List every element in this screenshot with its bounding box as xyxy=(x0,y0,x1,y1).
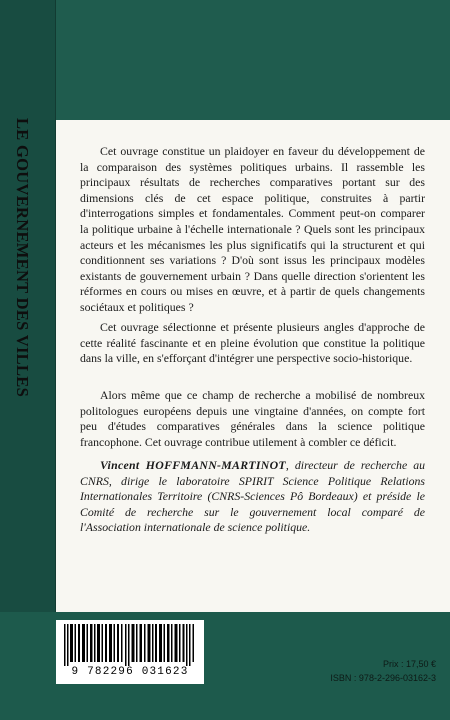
cover-top-band xyxy=(0,0,450,120)
author-bio xyxy=(80,458,425,536)
summary-paragraph-1: Cet ouvrage constitue un plaidoyer en faveur du développement de la comparaison des systèmes politiques urbains. Il rassemble les principaux résultats de recherches comparatives portant sur des dimensions clés de cet espace politique, construites à partir d'interrogations simples et fondamentales. Comment peut-on comparer la politique urbaine à l'échelle internationale ? Quels sont les principaux acteurs et les mécanismes les plus significatifs qui la structurent et qui conditionnent ses variations ? D'où sont issus les principaux modèles existants de gouvernement urbain ? Dans quelle direction s'orientent les réformes en cours ou mises en œuvre, et à partir de quels changements sociétaux et politiques ? xyxy=(80,144,425,314)
barcode-digits: 9 782296 031623 xyxy=(71,666,189,678)
back-cover-text-panel xyxy=(56,120,450,612)
author-name: Vincent HOFFMANN-MARTINOT xyxy=(100,458,286,472)
summary-paragraph-2: Cet ouvrage sélectionne et présente plusieurs angles d'approche de cette réalité fascinante et en pleine évolution que constitue la politique dans la ville, en s'efforçant d'intégrer une perspective socio-historique. xyxy=(80,320,425,366)
spine-title: LE GOUVERNEMENT DES VILLES xyxy=(13,118,32,398)
author-bio-text: , directeur de recherche au CNRS, dirige le laboratoire SPIRIT Science Politique Relations Internationales Territoire (CNRS-Sciences Pô Bordeaux) et préside le Comité de recherche sur le gouvernement local comparé de l'Association internationale de science politique. xyxy=(80,458,425,535)
price-label: Prix : 17,50 € xyxy=(382,659,436,669)
barcode xyxy=(56,620,204,684)
barcode-icon xyxy=(64,624,196,666)
isbn-label: ISBN : 978-2-296-03162-3 xyxy=(330,673,436,683)
summary-paragraph-3: Alors même que ce champ de recherche a mobilisé de nombreux politologues européens depuis une vingtaine d'années, on compte fort peu d'études comparatives générales dans la science politique francophone. Cet ouvrage contribue utilement à combler ce déficit. xyxy=(80,388,425,449)
